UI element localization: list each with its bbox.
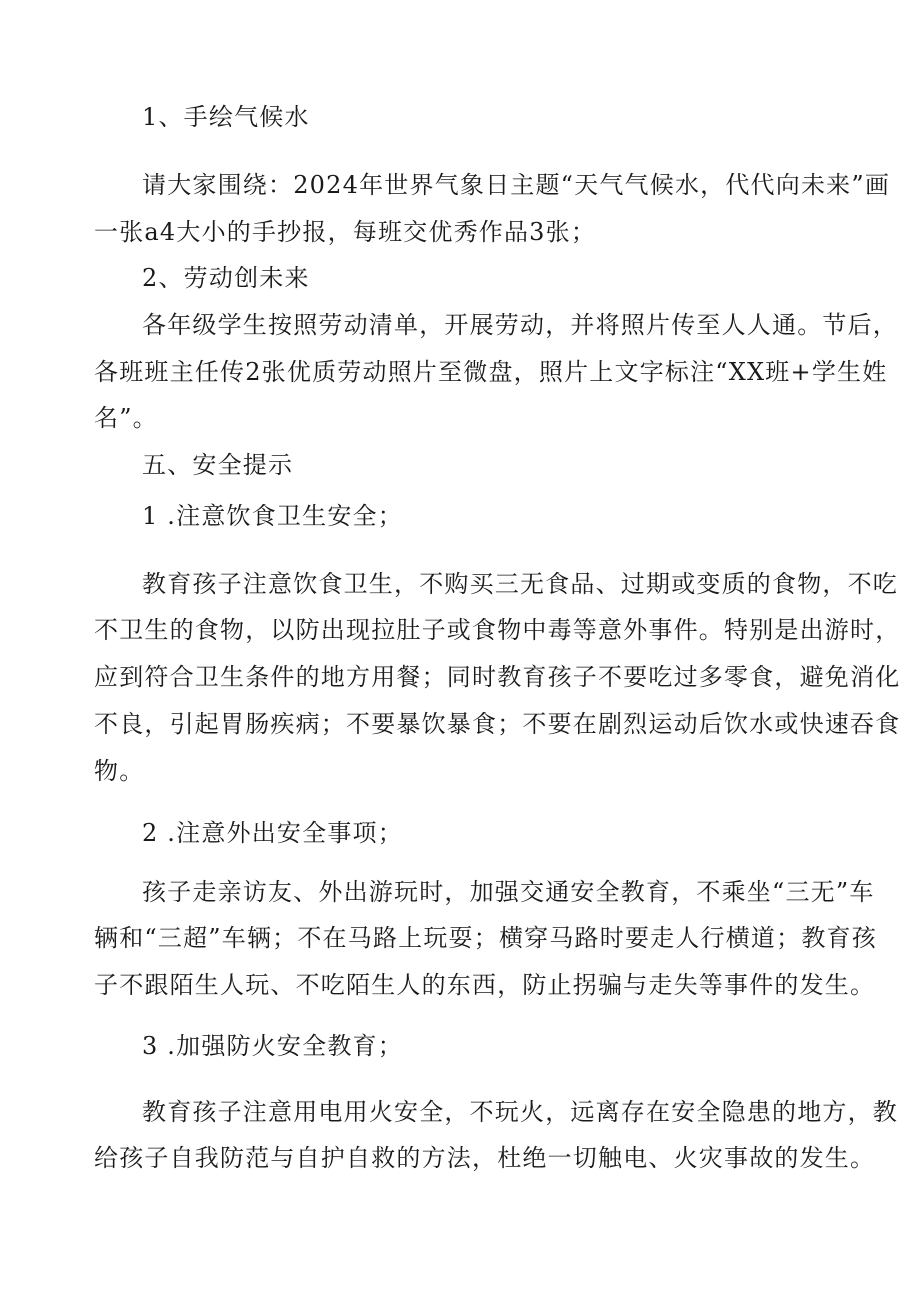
heading-hand-drawn-weather: 1、手绘气候水 — [142, 103, 310, 131]
paragraph-line: 不卫生的食物，以防出现拉肚子或食物中毒等意外事件。特别是出游时， — [94, 616, 901, 644]
paragraph-line: 物。 — [94, 757, 145, 785]
heading-labor-future: 2、劳动创未来 — [142, 264, 310, 292]
paragraph-line: 请大家围绕：2024年世界气象日主题“天气气候水，代代向未来”画 — [142, 171, 891, 199]
paragraph-line: 给孩子自我防范与自护自救的方法，杜绝一切触电、火灾事故的发生。 — [94, 1144, 876, 1172]
paragraph-line: 子不跟陌生人玩、不吃陌生人的东西，防止拐骗与走失等事件的发生。 — [94, 971, 876, 999]
subheading-outing-safety: 2 .注意外出安全事项； — [142, 819, 403, 847]
paragraph-line: 孩子走亲访友、外出游玩时，加强交通安全教育，不乘坐“三无”车 — [142, 878, 875, 906]
paragraph-line: 不良，引起胃肠疾病；不要暴饮暴食；不要在剧烈运动后饮水或快速吞食 — [94, 710, 901, 738]
subheading-fire-safety: 3 .加强防火安全教育； — [142, 1032, 403, 1060]
paragraph-line: 教育孩子注意用电用火安全，不玩火，远离存在安全隐患的地方，教 — [142, 1098, 898, 1126]
paragraph-line: 应到符合卫生条件的地方用餐；同时教育孩子不要吃过多零食，避免消化 — [94, 663, 901, 691]
paragraph-line: 各班班主任传2张优质劳动照片至微盘，照片上文字标注“XX班+学生姓 — [94, 358, 888, 386]
paragraph-line: 名”。 — [94, 404, 158, 432]
paragraph-line: 辆和“三超”车辆；不在马路上玩耍；横穿马路时要走人行横道；教育孩 — [94, 924, 877, 952]
section-heading-safety: 五、安全提示 — [142, 451, 294, 479]
paragraph-line: 各年级学生按照劳动清单，开展劳动，并将照片传至人人通。节后， — [142, 311, 898, 339]
paragraph-line: 教育孩子注意饮食卫生，不购买三无食品、过期或变质的食物，不吃 — [142, 570, 898, 598]
paragraph-line: 一张a4大小的手抄报，每班交优秀作品3张； — [94, 218, 597, 246]
subheading-food-safety: 1 .注意饮食卫生安全； — [142, 502, 403, 530]
